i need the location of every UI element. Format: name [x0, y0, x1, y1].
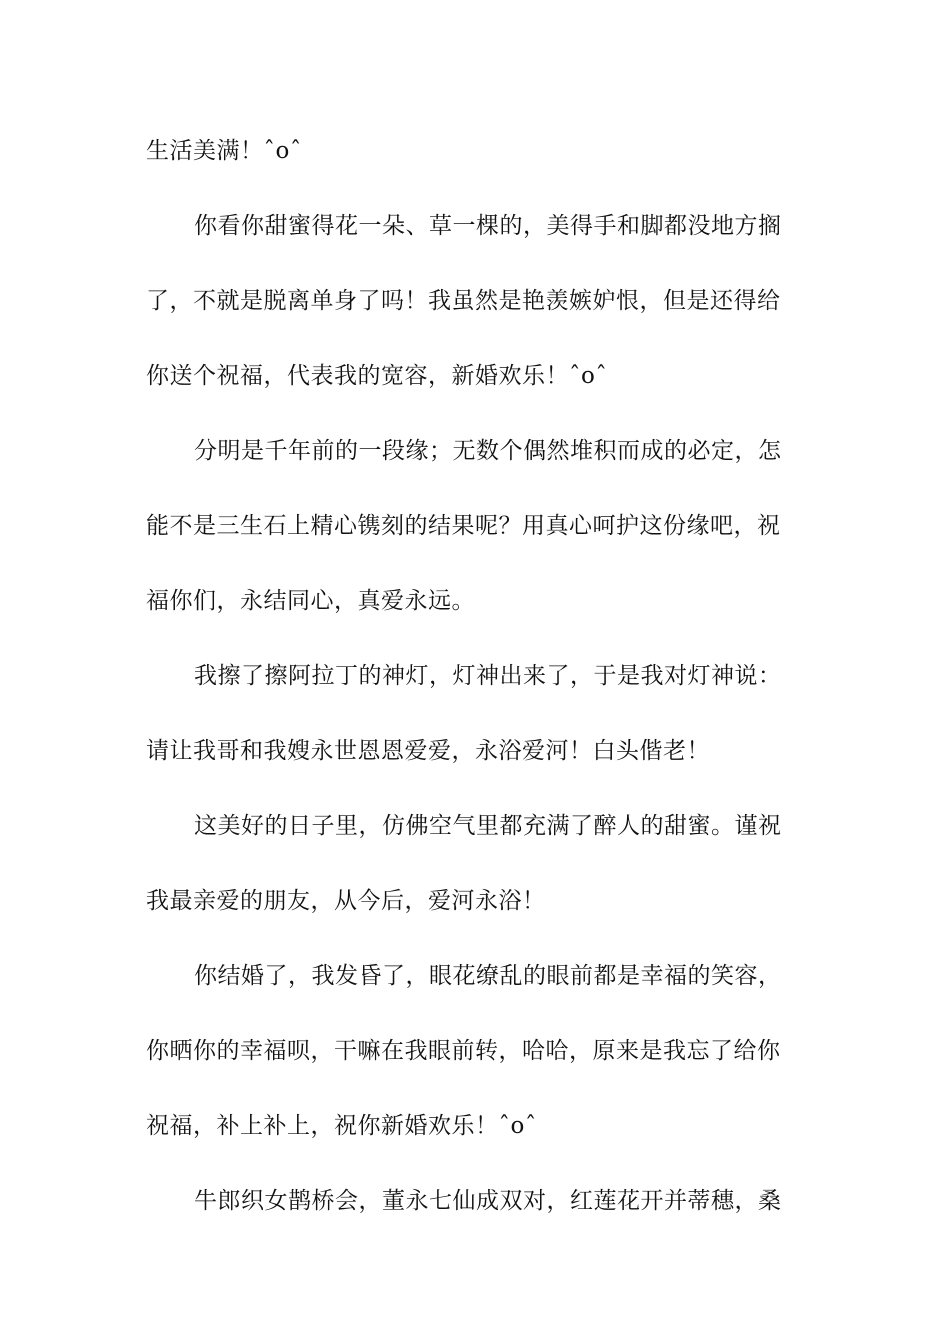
paragraph-6-line-1: 你结婚了，我发昏了，眼花缭乱的眼前都是幸福的笑容， — [194, 963, 782, 989]
paragraph-3-line-2: 能不是三生石上精心镌刻的结果呢？用真心呵护这份缘吧，祝 — [146, 513, 781, 539]
paragraph-7-line-1: 牛郎织女鹊桥会，董永七仙成双对，红莲花开并蒂穗，桑 — [194, 1188, 782, 1214]
paragraph-4-line-1: 我擦了擦阿拉丁的神灯，灯神出来了，于是我对灯神说： — [194, 663, 782, 689]
paragraph-3-line-1: 分明是千年前的一段缘；无数个偶然堆积而成的必定，怎 — [194, 438, 782, 464]
paragraph-6-line-2: 你晒你的幸福呗，干嘛在我眼前转，哈哈，原来是我忘了给你 — [146, 1038, 781, 1064]
paragraph-2-line-1: 你看你甜蜜得花一朵、草一棵的，美得手和脚都没地方搁 — [194, 213, 782, 239]
paragraph-3-line-3: 福你们，永结同心，真爱永远。 — [146, 588, 475, 614]
paragraph-4-line-2: 请让我哥和我嫂永世恩恩爱爱，永浴爱河！白头偕老！ — [146, 738, 710, 764]
paragraph-6-line-3: 祝福，补上补上，祝你新婚欢乐！ˆoˆ — [146, 1113, 537, 1139]
text-line-1: 生活美满！ˆoˆ — [146, 138, 302, 164]
paragraph-2-line-2: 了，不就是脱离单身了吗！我虽然是艳羡嫉妒恨，但是还得给 — [146, 288, 781, 314]
paragraph-2-line-3: 你送个祝福，代表我的宽容，新婚欢乐！ˆoˆ — [146, 363, 608, 389]
paragraph-5-line-2: 我最亲爱的朋友，从今后，爱河永浴！ — [146, 888, 546, 914]
paragraph-5-line-1: 这美好的日子里，仿佛空气里都充满了醉人的甜蜜。谨祝 — [194, 813, 782, 839]
